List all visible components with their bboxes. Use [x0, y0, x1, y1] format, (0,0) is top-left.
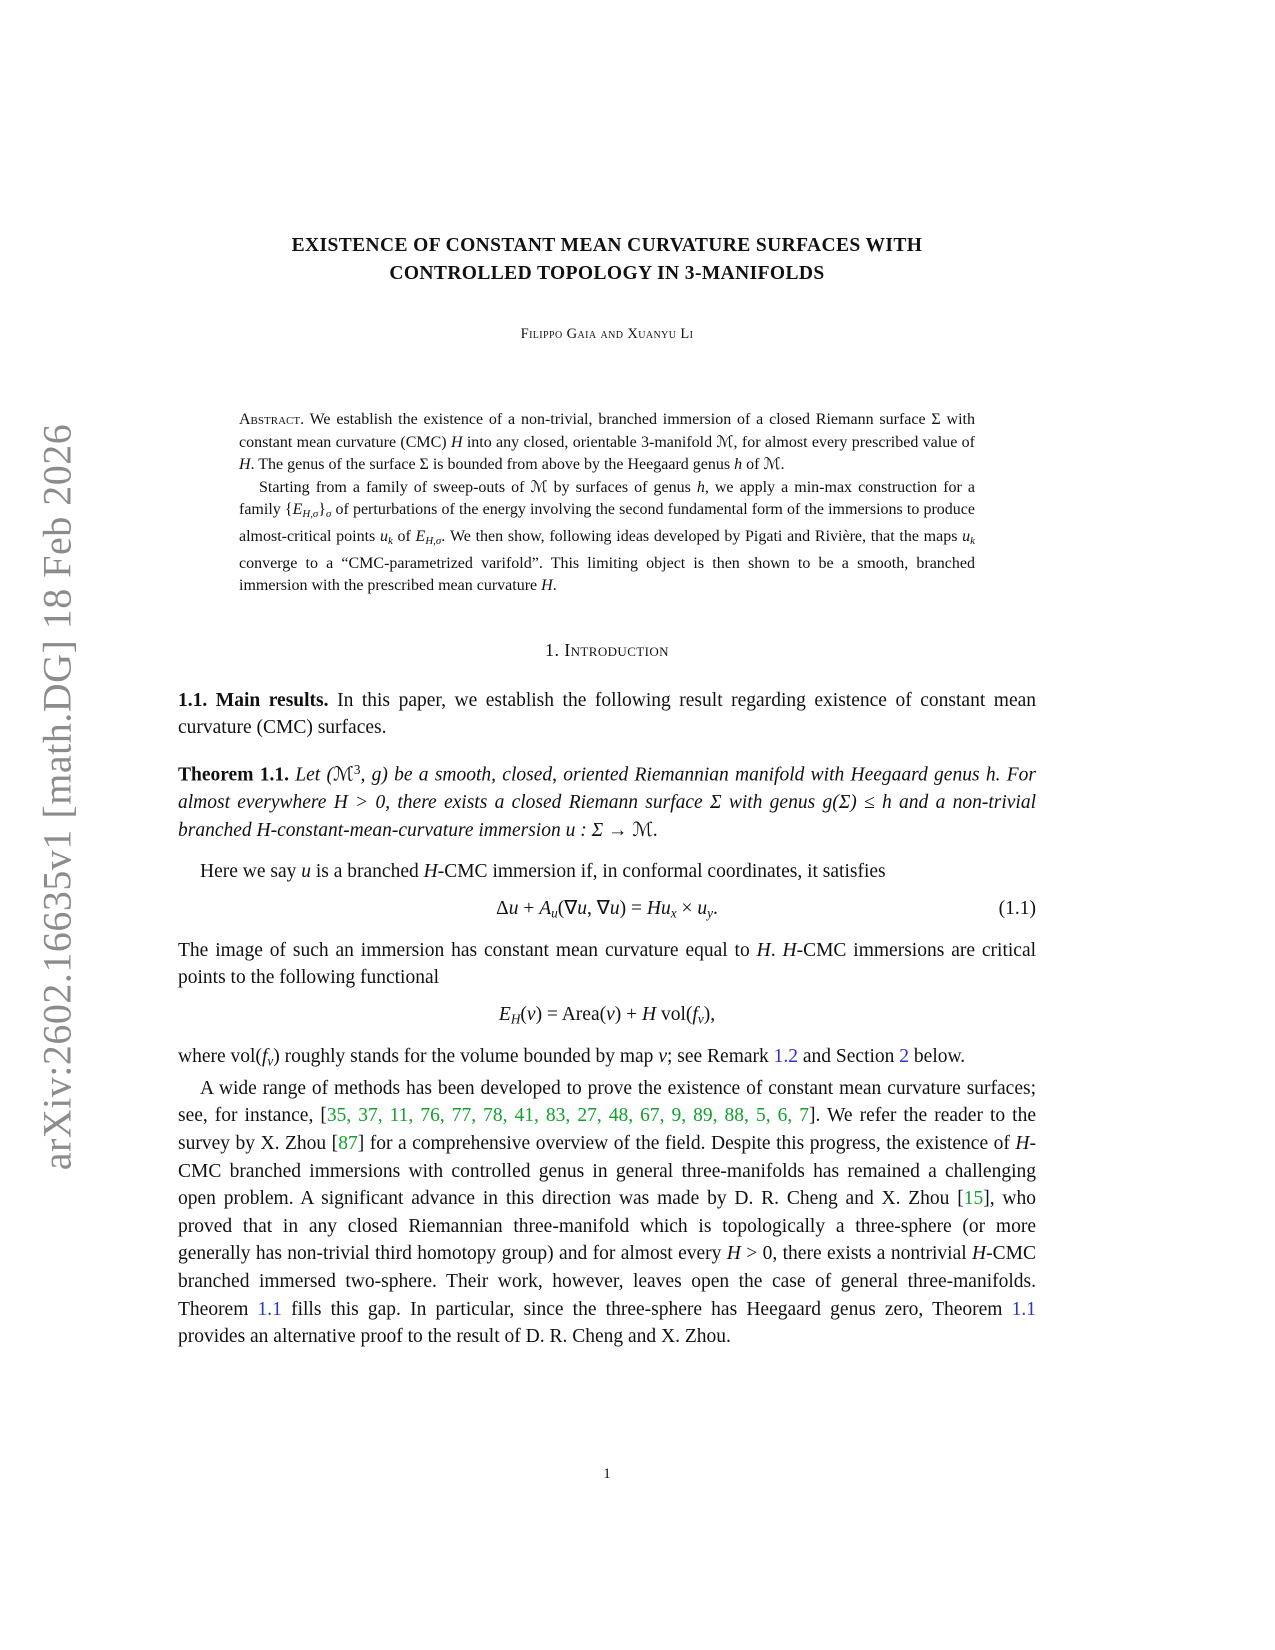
abstract-paragraph-1: Abstract. We establish the existence of a non-trivial, branched immersion of a closed Riemann surface Σ with constant mean curvature (CMC) H into any closed, orientable 3-manifold ℳ, for almost every prescribed value of H. The genus of the surface Σ is bounded from above by the Heegaard genus h of ℳ.: [239, 411, 975, 474]
section-heading-introduction: 1. Introduction: [545, 639, 669, 660]
where-vol-paragraph: where vol(fv) roughly stands for the volume bounded by map v; see Remark 1.2 and Section 2 below.: [178, 1045, 966, 1069]
citation-link[interactable]: 15: [963, 1188, 984, 1210]
citation-link[interactable]: 87: [338, 1133, 358, 1155]
paper-title: [178, 232, 1036, 288]
paper-authors: Filippo Gaia and Xuanyu Li: [520, 326, 694, 342]
ref-link[interactable]: 1.1: [257, 1298, 282, 1320]
ref-link[interactable]: 2: [899, 1045, 910, 1067]
equation-1-1-number: (1.1): [998, 898, 1036, 919]
paper-title-line2: CONTROLLED TOPOLOGY IN 3-MANIFOLDS: [389, 263, 825, 284]
arxiv-watermark: arXiv:2602.16635v1 [math.DG] 18 Feb 2026: [34, 423, 80, 1171]
page-number: 1: [603, 1466, 611, 1482]
ref-link[interactable]: 1.2: [773, 1045, 799, 1067]
abstract: [239, 409, 975, 598]
introduction-body: [178, 687, 1036, 1351]
equation-energy-functional-body: EH(v) = Area(v) + H vol(fv),: [498, 1003, 716, 1027]
equation-energy-functional: [178, 1000, 1036, 1035]
theorem-1-1: Theorem 1.1. Let (ℳ$^3$, g) be a smooth, closed, oriented Riemannian manifold with Heegaard genus h. For almost everywhere H > 0, there exists a closed Riemann surface Σ with genus g(Σ) ≤ h and a non-trivial branched H-constant-mean-curvature immersion u : Σ → ℳ.: [178, 762, 1036, 841]
wide-range-paragraph: A wide range of methods has been developed to prove the existence of constant mean curvature surfaces; see, for instance, [35, 37, 11, 76, 77, 78, 41, 83, 27, 48, 67, 9, 89, 88, 5, 6, 7]. We refer the reader to the survey by X. Zhou [87] for a comprehensive overview of the field. Despite this progress, the existence of H-CMC branched immersions with controlled genus in general three-manifolds has remained a challenging open problem. A significant advance in this direction was made by D. R. Cheng and X. Zhou [15], who proved that in any closed Riemannian three-manifold which is topologically a three-sphere (or more generally has non-trivial third homotopy group) and for almost every H > 0, there exists a nontrivial H-CMC branched immersed two-sphere. Their work, however, leaves open the case of general three-manifolds. Theorem 1.1 fills this gap. In particular, since the three-sphere has Heegaard genus zero, Theorem 1.1 provides an alternative proof to the result of D. R. Cheng and X. Zhou.: [178, 1077, 1036, 1348]
here-we-say-paragraph: Here we say u is a branched H-CMC immersion if, in conformal coordinates, it satisfies: [200, 861, 886, 883]
paper-content: [178, 232, 1036, 1351]
citation-link[interactable]: 35, 37, 11, 76, 77, 78, 41, 83, 27, 48, 67, 9, 89, 88, 5, 6, 7: [326, 1105, 810, 1127]
ref-link[interactable]: 1.1: [1011, 1298, 1036, 1320]
abstract-paragraph-2: Starting from a family of sweep-outs of ℳ by surfaces of genus h, we apply a min-max construction for a family {EH,σ}σ of perturbations of the energy involving the second fundamental form of the immersions to produce almost-critical points uk of EH,σ. We then show, following ideas developed by Pigati and Rivière, that the maps uk converge to a “CMC-parametrized varifold”. This limiting object is then shown to be a smooth, branched immersion with the prescribed mean curvature H.: [239, 478, 975, 595]
main-results-paragraph: 1.1. Main results. In this paper, we establish the following result regarding existence of constant mean curvature (CMC) surfaces.: [178, 689, 1037, 739]
paper-title-line1: EXISTENCE OF CONSTANT MEAN CURVATURE SURFACES WITH: [291, 235, 923, 256]
equation-1-1-body: Δu + Au(∇u, ∇u) = Hux × uy.: [496, 898, 718, 921]
equation-1-1: [178, 894, 1036, 929]
after-equation-paragraph: The image of such an immersion has constant mean curvature equal to H. H-CMC immersions are critical points to the following functional: [178, 939, 1037, 989]
